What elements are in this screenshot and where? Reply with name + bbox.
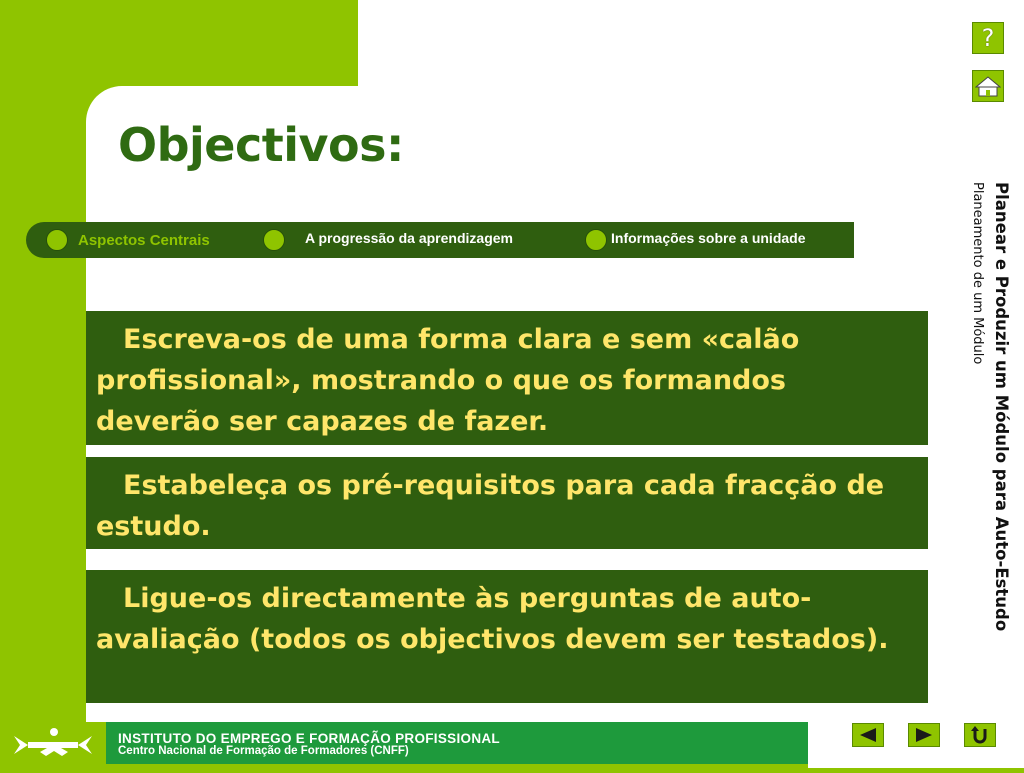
tab-label: Aspectos Centrais xyxy=(78,231,210,249)
institution-centre: Centro Nacional de Formação de Formadores (CNFF) xyxy=(118,745,409,757)
side-caption xyxy=(970,182,1014,702)
previous-button[interactable] xyxy=(852,723,884,747)
tab-bullet-icon xyxy=(585,229,607,251)
tab-bullet-icon xyxy=(263,229,285,251)
home-button[interactable] xyxy=(972,70,1004,102)
course-subtitle: Planeamento de um Módulo xyxy=(970,182,985,365)
tab-label: Informações sobre a unidade xyxy=(611,230,806,246)
objective-item: Ligue-os directamente às perguntas de auto-avaliação (todos os objectivos devem ser testados). xyxy=(86,570,928,703)
iefp-logo xyxy=(0,722,106,768)
header-background xyxy=(358,0,1024,100)
tab-informacoes-unidade[interactable] xyxy=(585,222,806,258)
return-button[interactable] xyxy=(964,723,996,747)
course-title: Planear e Produzir um Módulo para Auto-Estudo xyxy=(992,182,1011,632)
objective-item: Escreva-os de uma forma clara e sem «calão profissional», mostrando o que os formandos deverão ser capazes de fazer. xyxy=(86,311,928,445)
institution-banner xyxy=(106,722,808,768)
page-title: Objectivos: xyxy=(118,118,404,172)
banner-divider xyxy=(106,764,808,768)
help-button[interactable] xyxy=(972,22,1004,54)
arrow-right-icon xyxy=(914,727,934,743)
home-icon xyxy=(975,75,1001,97)
tab-label: A progressão da aprendizagem xyxy=(305,230,513,246)
objective-item: Estabeleça os pré-requisitos para cada fracção de estudo. xyxy=(86,457,928,549)
arrow-left-icon xyxy=(858,727,878,743)
help-icon: ? xyxy=(981,24,995,52)
next-button[interactable] xyxy=(908,723,940,747)
institution-name: INSTITUTO DO EMPREGO E FORMAÇÃO PROFISSIONAL xyxy=(118,731,500,746)
iefp-logo-icon xyxy=(0,722,106,768)
return-icon xyxy=(969,725,991,745)
tab-bullet-icon xyxy=(46,229,68,251)
tab-progressao-aprendizagem[interactable] xyxy=(263,222,513,258)
tab-aspectos-centrais[interactable] xyxy=(46,222,210,258)
tab-bar xyxy=(26,222,854,258)
